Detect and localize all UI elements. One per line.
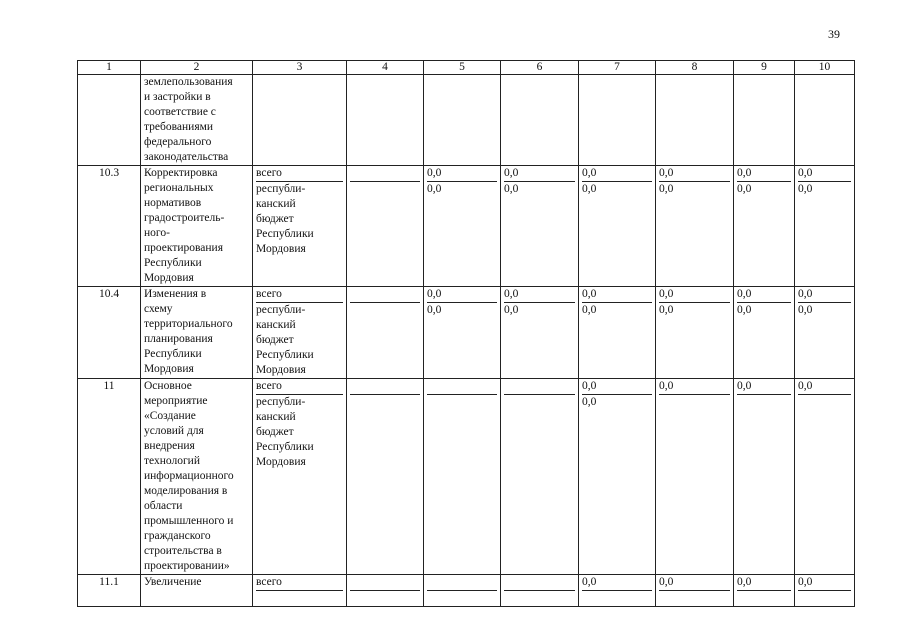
source-total-label: всего [256,166,343,182]
value-budget: 0,0 [737,183,752,195]
value-cell [347,75,424,166]
value-total: 0,0 [582,575,652,591]
value-cell [795,287,855,379]
value-cell [501,287,579,379]
source-total-label: всего [256,287,343,303]
header-cell: 3 [253,61,347,75]
value-total: 0,0 [504,166,575,182]
value-total: 0,0 [737,287,791,303]
value-total: 0,0 [798,287,851,303]
row-number: 10.4 [78,287,141,379]
value-total: 0,0 [798,379,851,395]
value-budget [582,591,652,606]
value-budget: 0,0 [427,304,442,316]
source-budget-label: республи- канский бюджет Республики Мордовия [256,304,314,376]
value-total [350,379,420,395]
value-cell [579,575,656,607]
measure-name: Корректировка региональных нормативов градостроитель- ного- проектирования Республики Мордовия [141,166,253,287]
value-budget [798,395,851,410]
value-budget [504,75,575,90]
value-budget [427,591,497,606]
value-budget [582,75,652,90]
header-cell: 1 [78,61,141,75]
source-total-label: всего [256,379,343,395]
header-cell: 9 [734,61,795,75]
value-total: 0,0 [659,287,730,303]
value-budget [427,75,497,90]
value-total: 0,0 [737,166,791,182]
value-cell [656,75,734,166]
measure-name: Основное мероприятие «Создание условий для внедрения технологий информационного моделирования в области промышленного и гражданского строительства в проектировании» [141,379,253,575]
table-row [78,75,855,166]
value-budget: 0,0 [737,304,752,316]
table-row [78,379,855,575]
value-total [427,575,497,591]
value-budget: 0,0 [504,183,519,195]
value-budget [659,75,730,90]
funding-source [253,166,347,287]
measure-name: Изменения в схему территориального планирования Республики Мордовия [141,287,253,379]
value-cell [424,287,501,379]
value-cell [579,379,656,575]
row-number: 10.3 [78,166,141,287]
value-total [350,575,420,591]
value-budget [504,591,575,606]
value-budget [350,395,420,410]
value-total [350,166,420,182]
header-cell: 7 [579,61,656,75]
value-cell [347,287,424,379]
value-total: 0,0 [798,575,851,591]
value-budget [427,395,497,410]
value-cell [424,75,501,166]
value-cell [734,287,795,379]
value-total: 0,0 [737,575,791,591]
value-cell [656,287,734,379]
value-cell [579,166,656,287]
value-cell [424,379,501,575]
value-cell [347,166,424,287]
value-cell [501,166,579,287]
value-budget: 0,0 [798,304,813,316]
value-cell [501,575,579,607]
header-cell: 5 [424,61,501,75]
value-total [350,287,420,303]
value-budget [737,591,791,606]
value-budget [350,303,420,318]
value-cell [734,75,795,166]
row-number: 11 [78,379,141,575]
value-cell [424,166,501,287]
value-cell [734,379,795,575]
header-cell: 2 [141,61,253,75]
value-cell [501,379,579,575]
value-total [504,575,575,591]
value-total: 0,0 [659,379,730,395]
value-budget: 0,0 [659,183,674,195]
value-cell [347,379,424,575]
measure-name: Увеличение [141,575,253,607]
table-row [78,166,855,287]
value-cell [347,575,424,607]
value-budget [504,395,575,410]
header-row [78,61,855,75]
value-total: 0,0 [737,379,791,395]
funding-source [253,75,347,166]
value-cell [795,379,855,575]
value-budget: 0,0 [659,304,674,316]
header-cell: 10 [795,61,855,75]
value-budget: 0,0 [582,183,597,195]
value-budget: 0,0 [582,396,597,408]
funding-source [253,287,347,379]
header-cell: 8 [656,61,734,75]
value-budget [737,395,791,410]
source-total-label: всего [256,575,343,591]
funding-source [253,575,347,607]
value-cell [734,575,795,607]
budget-table [77,60,855,607]
value-budget [350,182,420,197]
value-total: 0,0 [504,287,575,303]
value-total: 0,0 [582,287,652,303]
value-total: 0,0 [659,575,730,591]
value-total [504,379,575,395]
value-cell [579,287,656,379]
value-cell [656,166,734,287]
header-cell: 4 [347,61,424,75]
value-total: 0,0 [427,287,497,303]
value-budget: 0,0 [582,304,597,316]
row-number: 11.1 [78,575,141,607]
value-total [427,379,497,395]
value-total: 0,0 [659,166,730,182]
value-total: 0,0 [582,166,652,182]
value-total: 0,0 [582,379,652,395]
row-number [78,75,141,166]
value-cell [579,75,656,166]
value-budget [659,591,730,606]
value-cell [795,75,855,166]
value-budget [737,75,791,90]
table-row [78,575,855,607]
value-budget [350,75,420,90]
value-budget [659,395,730,410]
measure-name: землепользования и застройки в соответствие с требованиями федерального законодательства [141,75,253,166]
value-budget: 0,0 [504,304,519,316]
header-cell: 6 [501,61,579,75]
value-total: 0,0 [427,166,497,182]
value-budget [350,591,420,606]
value-cell [424,575,501,607]
value-budget: 0,0 [798,183,813,195]
source-budget-label: республи- канский бюджет Республики Мордовия [256,396,314,468]
value-cell [795,575,855,607]
value-budget [798,591,851,606]
source-budget-label: республи- канский бюджет Республики Мордовия [256,183,314,255]
value-budget: 0,0 [427,183,442,195]
value-cell [656,379,734,575]
table-row [78,287,855,379]
value-cell [501,75,579,166]
funding-source [253,379,347,575]
value-total: 0,0 [798,166,851,182]
value-cell [734,166,795,287]
value-budget [798,75,851,90]
value-cell [656,575,734,607]
page-number: 39 [828,27,840,41]
value-cell [795,166,855,287]
